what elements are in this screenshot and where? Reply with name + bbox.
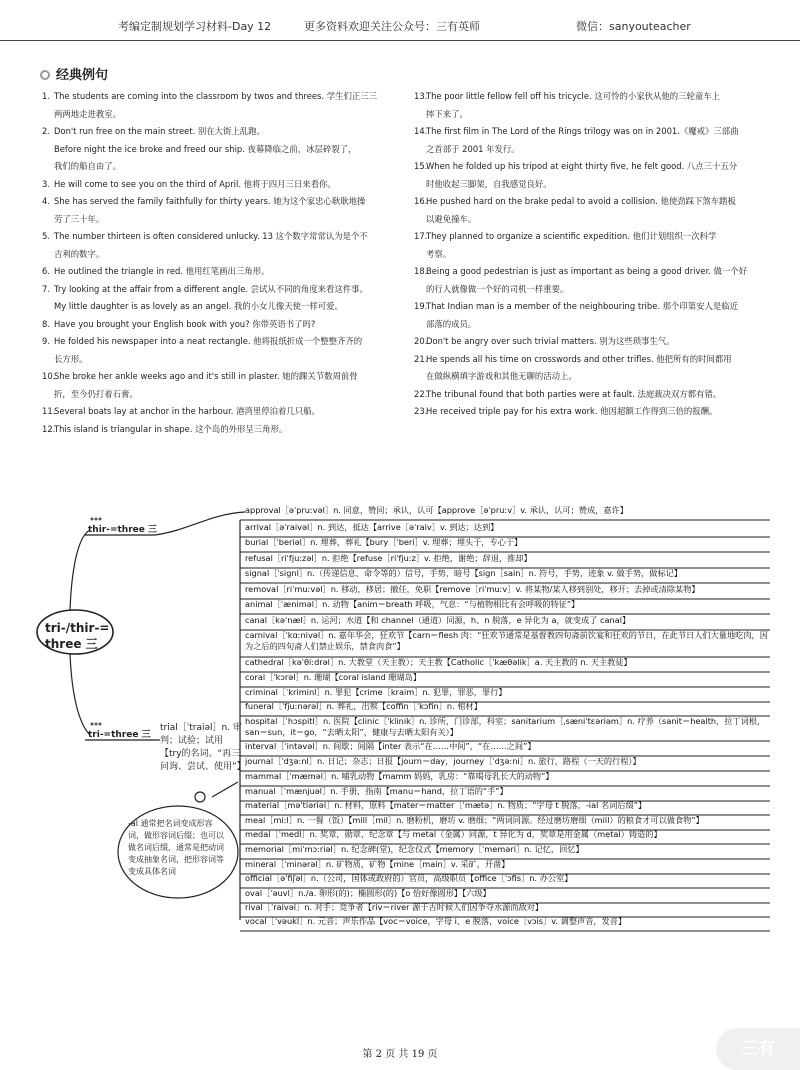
word-entry: meal［miːl］n. 一餐（饭）【mill［mil］n. 磨粉机，磨坊 v. 磨细；“两词同源。经过磨坊磨细（mill）的粮食才可以做食物”】	[245, 815, 704, 825]
example-number: 3.	[42, 178, 50, 189]
branch-thir-label: thir-=three 三	[88, 525, 157, 535]
example-item	[414, 403, 758, 421]
word-entry: arrival［əˈraivəl］n. 到达，抵达【arrive［əˈraiv］v. 到达；达到】	[245, 522, 499, 532]
word-entry: official［əˈfiʃəl］n.（公司，国体或政府的）官员，高级职员【office［ˈɔfis］n. 办公室】	[245, 873, 573, 883]
example-line: She broke her ankle weeks ago and it's still in plaster. 她的踝关节数周前骨	[54, 371, 358, 381]
example-line: This island is triangular in shape. 这个岛的外形呈三角形。	[54, 423, 288, 434]
bullet-circle-icon	[40, 70, 50, 80]
example-item	[42, 281, 386, 316]
example-number: 2.	[42, 126, 50, 136]
example-line: 长方形。	[54, 353, 88, 364]
example-number: 14.	[414, 126, 428, 136]
example-number: 17.	[414, 231, 428, 241]
word-entry: criminal［ˈkriminl］n. 罪犯【crime［kraim］n. 犯罪，罪恶，罪行】	[245, 687, 507, 697]
word-entry: removal［riˈmuːvəl］n. 移动，移居；撤任，免职【remove［riˈmuːv］v. 将某物/某人移到别处，移开；去掉或清除某物】	[245, 584, 700, 594]
example-number: 19.	[414, 301, 428, 311]
example-line: Don't run free on the main street. 别在大街上乱跑。	[54, 126, 265, 136]
example-number: 7.	[42, 283, 50, 294]
example-line: 劳了三十年。	[54, 213, 105, 224]
example-item	[414, 123, 758, 158]
word-entry: refusal［riˈfjuːzəl］n. 拒绝【refuse［riˈfjuːz］v. 拒绝，谢绝；辞退，推却】	[245, 553, 532, 563]
example-line: Before night the ice broke and freed our ship. 夜幕降临之前，冰层碎裂了，	[54, 143, 357, 154]
example-line: 折，至今仍打着石膏。	[54, 388, 138, 399]
page-footer: 第 2 页 共 19 页	[362, 1049, 438, 1060]
header-right-text: 微信：sanyouteacher	[576, 20, 691, 33]
header-left-text: 考编定制规划学习材料-Day 12	[118, 20, 272, 33]
word-entry: canal［kəˈnæl］n. 运河；水道【和 channel（通道）同源，h、n 脱落，e 异化为 a，就变成了 canal】	[245, 615, 631, 625]
example-item	[42, 263, 386, 281]
example-item	[414, 298, 758, 333]
example-line: Have you brought your English book with you? 你带英语书了吗?	[54, 318, 316, 329]
example-line: Try looking at the affair from a different angle. 尝试从不同的角度来看这件事。	[54, 283, 368, 294]
word-entry: cathedral［kəˈθiːdrəl］n. 大教堂（天主教）；天主教【Catholic［ˈkæθəlik］a. 天主教的 n. 天主教徒】	[245, 657, 632, 667]
example-line: My little daughter is as lovely as an angel. 我的小女儿像天使一样可爱。	[54, 301, 343, 311]
example-item	[414, 263, 758, 298]
example-line: He received triple pay for his extra work. 他因超额工作得到三倍的报酬。	[426, 406, 718, 416]
example-line: They planned to organize a scientific expedition. 他们计划组织一次科学	[426, 231, 717, 241]
word-entry: mammal［ˈmæməl］n. 哺乳动物【mamm 妈妈，乳房：“靠喝母乳长大的动物”】	[245, 771, 554, 781]
example-line: The tribunal found that both parties were at fault. 法庭裁决双方都有错。	[426, 388, 722, 399]
example-line: 以避免撞车。	[426, 213, 477, 224]
example-line: When he folded up his tripod at eight thirty five, he felt good. 八点三十五分	[426, 161, 738, 171]
example-line: The first film in The Lord of the Rings trilogy was on in 2001.《魔戒》三部曲	[426, 126, 739, 136]
example-line: 我们的船自由了。	[54, 161, 121, 171]
example-line: 部落的成员。	[426, 318, 477, 329]
example-line: 两两地走进教室。	[54, 108, 121, 119]
example-number: 21.	[414, 353, 428, 364]
example-number: 20.	[414, 336, 428, 346]
watermark-logo: 三有	[716, 1028, 800, 1070]
word-entry: hospital［ˈhɔspitl］n. 医院【clinic［ˈklinik］n. 诊所，门诊部，科室；sanitarium［ˌsæniˈtɛəriəm］n. 疗养（sanit＝health，拉丁词根，san＝sun，it＝go，“去晒太阳”，健康与去晒太阳有关）】	[245, 716, 766, 737]
al-suffix-note: -al 通常把名词变成形容词，做形容词后缀；也可以做名词后缀，通常是把动词变成抽象名词，把形容词等变成具体名词	[128, 819, 224, 876]
word-entry: interval［ˈintəvəl］n. 间歇；间隔【inter 表示“在……中间”，“在……之间”】	[245, 741, 536, 751]
word-entry: manual［ˈmænjuəl］n. 手册，指南【manu＝hand，拉丁语的“手”】	[245, 786, 508, 796]
example-item	[42, 88, 386, 123]
example-number: 22.	[414, 388, 428, 399]
root-label-line2: three 三	[45, 637, 98, 651]
example-line: 的行人就像做一个好的司机一样重要。	[426, 283, 569, 294]
example-number: 15.	[414, 161, 428, 171]
word-entry: approval［əˈpruːvəl］n. 同意，赞同；承认，认可【approve［əˈpruːv］v. 承认，认可；赞成，嘉许】	[245, 505, 628, 515]
word-entry: journal［ˈdʒəːnl］n. 日记；杂志；日报【journ＝day，journey［ˈdʒəːni］n. 旅行，路程（一天的行程）】	[245, 756, 641, 766]
page-header	[0, 0, 800, 41]
example-line: 时他收起三脚架，自我感觉良好。	[426, 178, 552, 189]
example-number: 18.	[414, 266, 428, 276]
example-line: That Indian man is a member of the neighbouring tribe. 那个印第安人是临近	[426, 301, 739, 311]
word-entry: coral［ˈkɔrəl］n. 珊瑚【coral island 珊瑚岛】	[245, 672, 422, 682]
example-number: 12.	[42, 423, 56, 434]
section-title-text: 经典例句	[56, 68, 109, 83]
example-item	[414, 386, 758, 404]
branch-tri-label: tri-=three 三	[88, 730, 151, 740]
word-entry: signal［ˈsignl］n.（传递信息、命令等的）信号，手势，暗号【sign［sain］n. 符号，手势，迹象 v. 做手势，做标记】	[245, 568, 683, 578]
word-entry: animal［ˈæniməl］n. 动物【anim＝breath 呼吸，气息：“与植物相比有会呼吸的特征”】	[245, 599, 580, 609]
example-item	[42, 403, 386, 421]
example-number: 8.	[42, 318, 50, 329]
root-label-line1: tri-/thir-=	[45, 621, 110, 635]
example-number: 11.	[42, 406, 56, 416]
example-line: Several boats lay at anchor in the harbour. 港湾里停泊着几只船。	[54, 406, 320, 416]
example-line: 摔下来了。	[426, 108, 468, 119]
note-connector-circle	[195, 792, 205, 802]
word-entry: oval［ˈəuvl］n./a. 卵形(的)；椭圆形(的)【o 恰好像圆形】【六级】	[245, 888, 491, 898]
example-number: 6.	[42, 266, 50, 276]
example-item	[414, 228, 758, 263]
example-item	[42, 193, 386, 228]
example-number: 9.	[42, 336, 50, 346]
example-number: 13.	[414, 91, 428, 101]
word-entry: vocal［ˈvəukl］n. 元音；声乐作品【voc＝voice，字母 i、e 脱落，voice［vɔis］v. 调整声音，发音】	[245, 916, 627, 926]
examples-right-column	[414, 88, 758, 421]
example-line: The poor little fellow fell off his tricycle. 这可怜的小家伙从他的三轮童车上	[426, 91, 720, 101]
example-item	[414, 351, 758, 386]
example-item	[414, 158, 758, 193]
word-entry: medal［ˈmedl］n. 奖章，勋章，纪念章【与 metal（金属）同源，t 异化为 d，奖章是用金属（metal）铸造的】	[245, 829, 662, 839]
mindmap-root	[45, 620, 109, 652]
example-item	[414, 88, 758, 123]
example-number: 16.	[414, 196, 428, 206]
example-item	[414, 333, 758, 351]
example-number: 23.	[414, 406, 428, 416]
example-line: 吉利的数字。	[54, 248, 105, 259]
example-line: He outlined the triangle in red. 他用红笔画出三角形。	[54, 266, 270, 276]
example-item	[42, 333, 386, 368]
example-item	[42, 421, 386, 439]
example-item	[42, 176, 386, 194]
word-entry: material［məˈtiəriəl］n. 材料，原料【mater＝matter［ˈmætə］n. 物质；“字母 t 脱落，-ial 名词后缀”】	[245, 800, 647, 810]
word-entry: mineral［ˈminərəl］n. 矿物质，矿物【mine［main］v. 采矿，开凿】	[245, 859, 510, 869]
example-item	[414, 193, 758, 228]
word-entry: burial［ˈberiəl］n. 埋葬，葬礼【bury［ˈberi］v. 埋葬；埋头于，专心于】	[245, 537, 523, 547]
example-line: She has served the family faithfully for thirty years. 她为这个家忠心耿耿地操	[54, 196, 366, 206]
word-entry: rival［ˈraivəl］n. 对手；竞争者【riv＝river 源于古时候人们因争夺水源而敌对】	[245, 902, 544, 912]
section-title	[40, 64, 108, 83]
example-line: Being a good pedestrian is just as important as being a good driver. 做一个好	[426, 266, 748, 276]
example-line: He pushed hard on the brake pedal to avoid a collision. 他使劲踩下煞车踏板	[426, 196, 736, 206]
example-item	[42, 368, 386, 403]
example-number: 1.	[42, 91, 50, 101]
example-line: He will come to see you on the third of April. 他将于四月三日来看你。	[54, 178, 336, 189]
example-number: 10.	[42, 371, 56, 381]
word-entry: memorial［miˈmɔːriəl］n. 纪念碑(堂)，纪念仪式【memory［ˈmeməri］n. 记忆，回忆】	[245, 844, 584, 854]
header-center-text: 更多资料欢迎关注公众号：三有英师	[304, 20, 480, 33]
example-line: He folded his newspaper into a neat rectangle. 他将报纸折成一个整整齐齐的	[54, 336, 363, 346]
branch-bottom-line	[70, 654, 90, 735]
example-line: 考察。	[426, 248, 452, 259]
word-entry: funeral［ˈfjuːnərəl］n. 葬礼，出殡【coffin［ˈkɔfin］n. 棺材】	[245, 701, 482, 711]
example-item	[42, 123, 386, 176]
example-line: 在做纵横填字游戏和其他无聊的活动上。	[426, 371, 577, 381]
branch-top-line	[70, 530, 90, 610]
trial-definition: trial［ˈtraiəl］n. 审判；试验；试用【try的名词。“再三问询、尝试、使用”】	[160, 723, 246, 772]
example-line: He spends all his time on crosswords and other trifles. 他把所有的时间都用	[426, 353, 732, 364]
example-line: Don't be angry over such trivial matters. 别为这些琐事生气。	[426, 336, 675, 346]
example-line: The number thirteen is often considered unlucky. 13 这个数字常常认为是个不	[54, 231, 368, 241]
word-entry: carnival［ˈkɑːnivəl］n. 嘉年华会，狂欢节【carn＝flesh 肉：“狂欢节通常是基督教四旬斋前饮宴和狂欢的节日，在此节日人们大量地吃肉，因为之后的四旬斋人们禁止娱乐，禁食肉食”】	[245, 630, 768, 651]
example-line: The students are coming into the classroom by twos and threes. 学生们正三三	[54, 91, 377, 101]
example-line: 之首部于 2001 年发行。	[426, 143, 520, 154]
examples-left-column	[42, 88, 386, 438]
example-item	[42, 228, 386, 263]
example-item	[42, 316, 386, 334]
example-number: 4.	[42, 196, 50, 206]
example-number: 5.	[42, 231, 50, 241]
